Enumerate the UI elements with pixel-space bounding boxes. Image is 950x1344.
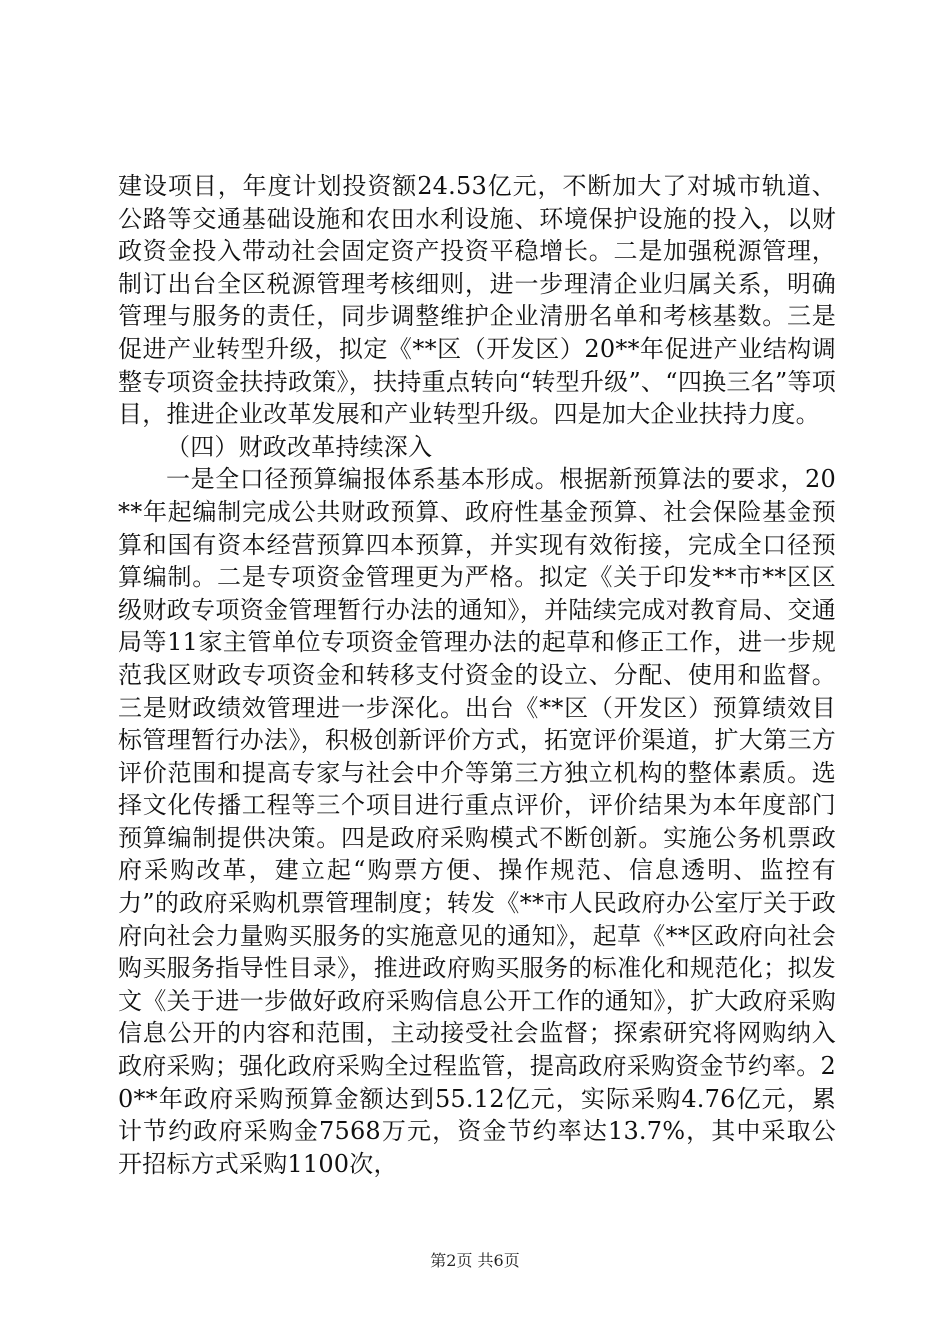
paragraph-investment-tax-industry: 建设项目，年度计划投资额24.53亿元，不断加大了对城市轨道、公路等交通基础设施和农田水利设施、环境保护设施的投入，以财政资金投入带动社会固定资产投资平稳增长。二是加强税源管理，制订出台全区税源管理考核细则，进一步理清企业归属关系，明确管理与服务的责任，同步调整维护企业清册名单和考核基数。三是促进产业转型升级，拟定《**区（开发区）20**年促进产业结构调整专项资金扶持政策》，扶持重点转向“转型升级”、“四换三名”等项目，推进企业改革发展和产业转型升级。四是加大企业扶持力度。 [118,172,836,429]
section-heading-fiscal-reform: （四）财政改革持续深入 [166,432,433,461]
page-number-footer: 第2页 共6页 [430,1251,520,1270]
paragraph-fiscal-reform: 一是全口径预算编报体系基本形成。根据新预算法的要求，20**年起编制完成公共财政预算、政府性基金预算、社会保险基金预算和国有资本经营预算四本预算，并实现有效衔接，完成全口径预算编制。二是专项资金管理更为严格。拟定《关于印发**市**区区级财政专项资金管理暂行办法的通知》，并陆续完成对教育局、交通局等11家主管单位专项资金管理办法的起草和修正工作，进一步规范我区财政专项资金和转移支付资金的设立、分配、使用和监督。三是财政绩效管理进一步深化。出台《**区（开发区）预算绩效目标管理暂行办法》，积极创新评价方式，拓宽评价渠道，扩大第三方评价范围和提高专家与社会中介等第三方独立机构的整体素质。选择文化传播工程等三个项目进行重点评价，评价结果为本年度部门预算编制提供决策。四是政府采购模式不断创新。实施公务机票政府采购改革，建立起“购票方便、操作规范、信息透明、监控有力”的政府采购机票管理制度；转发《**市人民政府办公室厅关于政府向社会力量购买服务的实施意见的通知》，起草《**区政府向社会购买服务指导性目录》，推进政府购买服务的标准化和规范化；拟发文《关于进一步做好政府采购信息公开工作的通知》，扩大政府采购信息公开的内容和范围，主动接受社会监督；探索研究将网购纳入政府采购；强化政府采购全过程监管，提高政府采购资金节约率。20**年政府采购预算金额达到55.12亿元，实际采购4.76亿元，累计节约政府采购金7568万元，资金节约率达13.7%，其中采取公开招标方式采购1100次， [118,465,836,1178]
document-body [118,170,836,1180]
